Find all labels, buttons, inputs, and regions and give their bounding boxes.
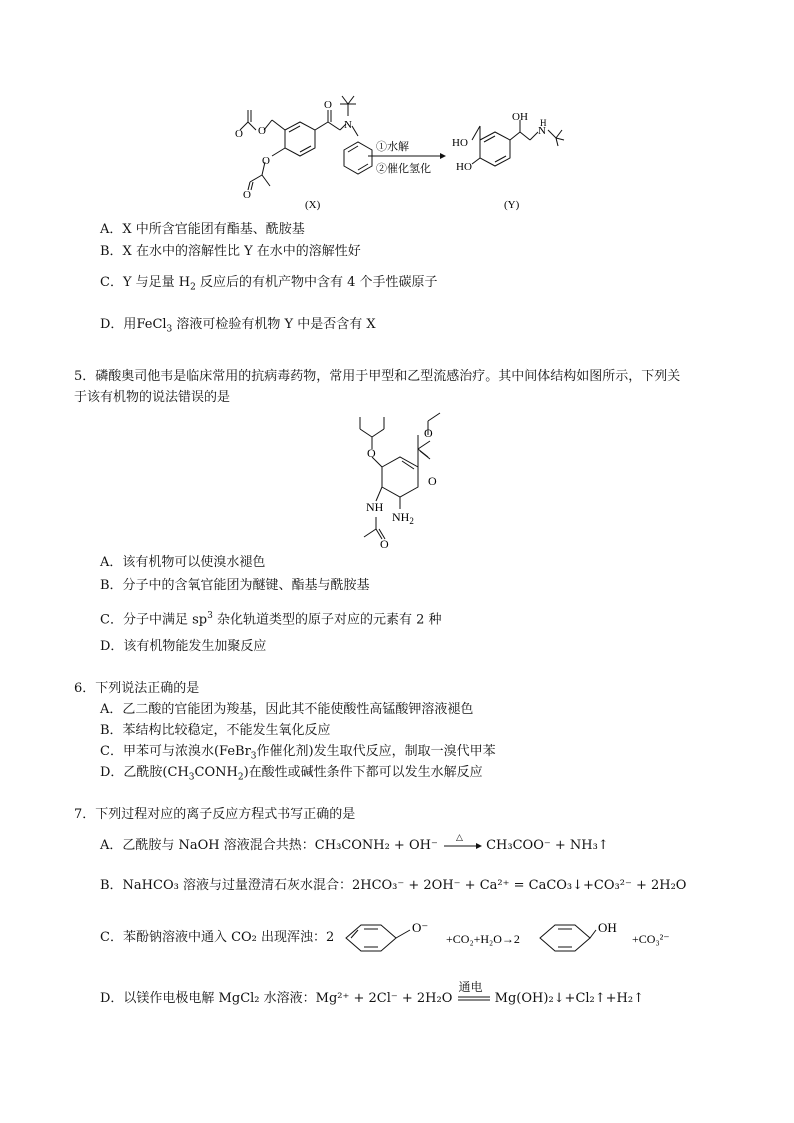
q4-option-c-post: 反应后的有机产物中含有 4 个手性碳原子 (195, 275, 438, 290)
q7-option-b (100, 877, 686, 895)
q5-option-a: A．该有机物可以使溴水褪色 (100, 555, 266, 570)
q6-option-a: A．乙二酸的官能团为羧基，因此其不能使酸性高锰酸钾溶液褪色 (100, 702, 474, 717)
product-y-structure (472, 120, 564, 166)
q6-option-d-sub1: 3 (188, 772, 195, 783)
q5-o-ether: O (367, 446, 376, 460)
arrow-bottom-label: ②催化氢化 (376, 163, 431, 175)
q7-b-eq: 2HCO₃⁻ + 2OH⁻ + Ca²⁺ = CaCO₃↓+CO₃²⁻ + 2H₂O (351, 878, 687, 893)
q6-option-c-post: 作催化剂)发生取代反应，制取一溴代甲苯 (256, 744, 496, 759)
product-label: (Y) (504, 199, 520, 211)
x-n: N (344, 119, 352, 131)
q7-d-right: Mg(OH)₂↓+Cl₂↑+H₂↑ (494, 991, 644, 1006)
q7-option-a (100, 832, 609, 855)
q5-option-c-pre: C．分子中满足 sp (100, 612, 208, 628)
q7-a-arrow (442, 832, 482, 853)
q4-option-c-pre: C．Y 与足量 H (100, 275, 191, 290)
reactant-x-structure (240, 96, 372, 190)
q5-molecule (0, 405, 794, 555)
q5-option-b: B．分子中的含氧官能团为醚键、酯基与酰胺基 (100, 578, 370, 593)
q7-a-right: CH₃COO⁻ + NH₃↑ (486, 838, 609, 853)
q5-o-carbonyl: O (428, 474, 437, 488)
q5-option-c (100, 607, 441, 629)
q4-option-d-sub: 3 (166, 324, 173, 335)
x-o5: O (243, 189, 251, 201)
phenoxide-ring (346, 925, 410, 951)
y-oh: OH (512, 111, 528, 123)
q7-a-arrow-label: △ (455, 832, 463, 843)
q4-option-c-sub: 2 (190, 282, 196, 293)
q7-d-arrow-label: 通电 (458, 979, 483, 994)
q6-option-d-pre: D．乙酰胺(CH (100, 765, 189, 780)
y-ho1: HO (452, 137, 468, 149)
y-ho2: HO (456, 161, 472, 173)
q6-option-d-sub2: 2 (237, 772, 244, 783)
x-o2: O (262, 155, 270, 167)
q4-option-b: B．X 在水中的溶解性比 Y 在水中的溶解性好 (100, 244, 361, 259)
q4-option-c (100, 274, 438, 297)
y-h: H (540, 118, 547, 128)
q7-d-pre: D．以镁作电极电解 MgCl₂ 水溶液： (100, 991, 316, 1006)
phenol-ring (540, 925, 596, 951)
q7-c-mid: +CO₂+H₂O→2 (446, 932, 520, 946)
q6-option-c (100, 743, 496, 766)
q5-stem-line2: 于该有机物的说法错误的是 (74, 390, 231, 405)
q4-option-d (100, 316, 376, 339)
q4-option-d-pre: D．用 (100, 317, 137, 332)
reactant-label: (X) (305, 199, 321, 211)
q4-option-d-post: 溶液可检验有机物 Y 中是否含有 X (172, 317, 376, 332)
q7-c-pre: C．苯酚钠溶液中通入 CO₂ 出现浑浊：2 (100, 930, 335, 945)
q4-reaction-scheme (0, 0, 794, 220)
arrow-top-label: ①水解 (376, 141, 409, 153)
q7-a-left: CH₃CONH₂ + OH⁻ (314, 838, 438, 853)
q6-option-d (100, 764, 483, 787)
q7-b-pre: B．NaHCO₃ 溶液与过量澄清石灰水混合： (100, 878, 352, 893)
q6-option-c-sub: 3 (250, 751, 257, 762)
phenoxide-o-label: O⁻ (412, 920, 429, 935)
q6-option-b: B．苯结构比较稳定，不能发生氧化反应 (100, 723, 331, 738)
q6-option-d-post: )在酸性或碱性条件下都可以发生水解反应 (243, 765, 483, 780)
q5-o-ester: O (424, 426, 433, 440)
q5-option-c-post: 杂化轨道类型的原子对应的元素有 2 种 (212, 612, 442, 628)
x-o4: O (324, 99, 332, 111)
q5-nh: NH (366, 500, 384, 514)
q7-stem: 7．下列过程对应的离子反应方程式书写正确的是 (74, 807, 356, 822)
q7-c-post: +CO₃²⁻ (632, 932, 670, 946)
phenol-oh-label: OH (598, 920, 617, 935)
q5-stem-line1: 5．磷酸奥司他韦是临床常用的抗病毒药物，常用于甲型和乙型流感治疗。其中间体结构如图所示，下列关 (74, 369, 681, 384)
q5-option-c-sup: 3 (207, 611, 213, 621)
q6-option-c-pre: C．甲苯可与浓溴水(FeBr (100, 744, 251, 759)
x-o3: O (235, 128, 243, 140)
y-n: N (538, 125, 546, 137)
q4-option-d-reagent: FeCl (136, 317, 167, 332)
q7-d-left: Mg²⁺ + 2Cl⁻ + 2H₂O (315, 991, 453, 1006)
q5-o-amide: O (380, 537, 389, 551)
q7-option-d (100, 979, 644, 1008)
q4-option-a: A．X 中所含官能团有酯基、酰胺基 (100, 222, 305, 237)
x-o1: O (258, 125, 266, 137)
q6-option-d-mid: CONH (194, 765, 238, 780)
q7-d-arrow (457, 979, 491, 1006)
q5-nh2: $NH_2$ (392, 510, 414, 526)
q6-stem: 6．下列说法正确的是 (74, 681, 200, 696)
q7-c-structures (0, 908, 794, 968)
reaction-arrowhead (440, 153, 446, 159)
q7-a-pre: A．乙酰胺与 NaOH 溶液混合共热： (100, 838, 315, 853)
q5-option-d: D．该有机物能发生加聚反应 (100, 639, 267, 654)
